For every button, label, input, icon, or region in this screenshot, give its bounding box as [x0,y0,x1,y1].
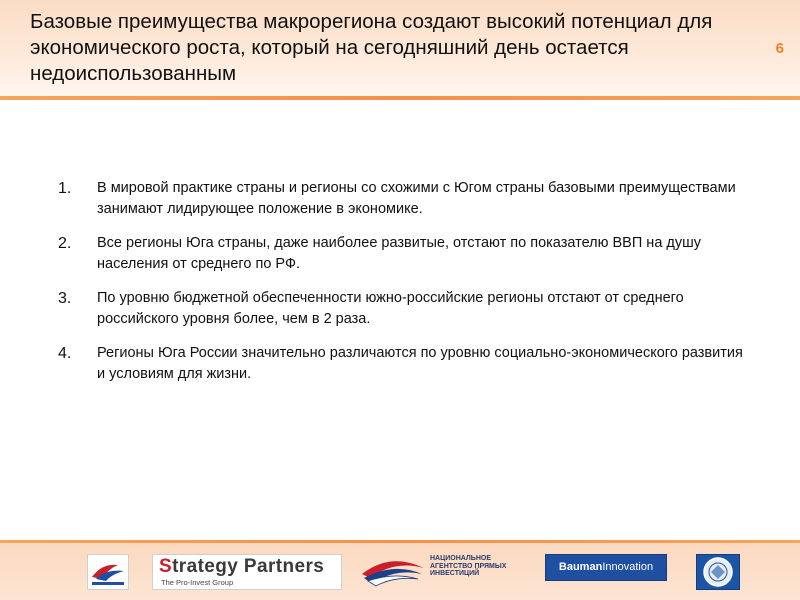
list-item-number: 1. [58,180,72,197]
university-seal-logo [696,554,740,590]
slide-number: 6 [775,40,784,57]
list-item-text: Регионы Юга России значительно различаются по уровню социально-экономического развития и условиям для жизни. [97,345,743,382]
header-divider [0,96,800,100]
slide-title: Базовые преимущества макрорегиона создают высокий потенциал для экономического роста, который на сегодняшний день остается недоиспользованным [30,10,713,85]
bauman-innovation-part1: Bauman [558,561,603,573]
list-item-number: 2. [58,235,72,252]
content-list [56,178,746,398]
bauman-innovation-part2: Innovation [602,561,654,573]
bauman-innovation-logo [545,554,667,581]
strategy-partners-logo [152,554,342,590]
strategy-partners-subtitle: The Pro-Invest Group [161,578,234,587]
list-item-text: В мировой практике страны и регионы со схожими с Югом страны базовыми преимуществами занимают лидирующее положение в экономике. [97,180,736,217]
list-item-text: По уровню бюджетной обеспеченности южно-российские регионы отстают от среднего российского уровня более, чем в 2 раза. [97,290,684,327]
list-item-number: 3. [58,290,72,307]
round-seal-icon [697,555,739,589]
strategy-partners-initial: S [159,556,173,577]
list-item [56,288,746,330]
strategy-partners-name: trategy Partners [172,556,325,577]
list-item [56,178,746,220]
list-item [56,233,746,275]
partner-emblem-logo [87,554,129,590]
list-item-number: 4. [58,345,72,362]
list-item [56,343,746,385]
wave-emblem-icon [88,555,128,589]
agency-name: НАЦИОНАЛЬНОЕ АГЕНТСТВО ПРЯМЫХ ИНВЕСТИЦИЙ [430,555,507,577]
agency-swoosh-icon [360,554,426,588]
list-item-text: Все регионы Юга страны, даже наиболее развитые, отстают по показателю ВВП на душу населения от среднего по РФ. [97,235,702,272]
direct-investment-agency-logo [360,554,530,590]
